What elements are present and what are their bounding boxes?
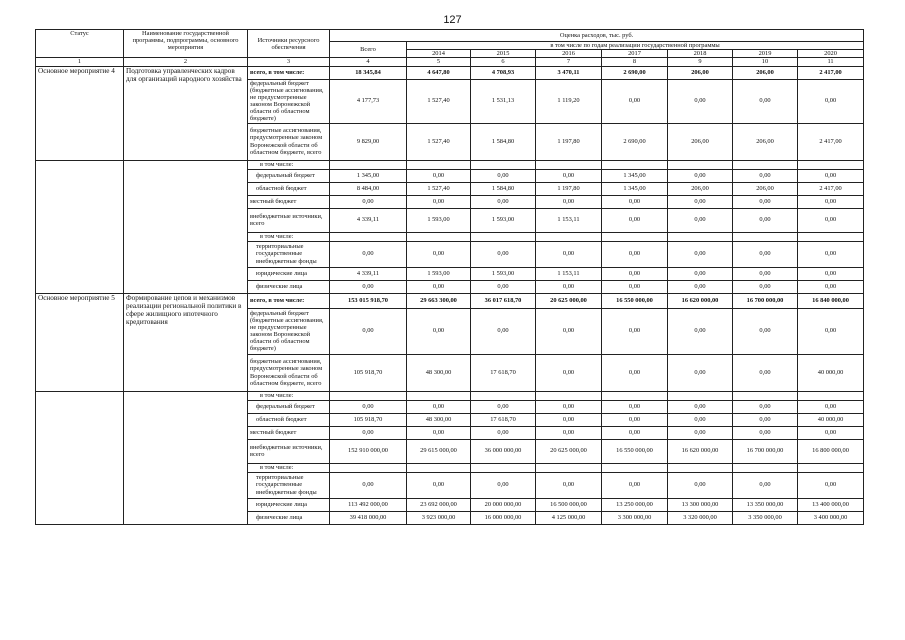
value-cell: 0,00 [733,413,798,426]
value-cell: 0,00 [602,208,668,232]
value-cell: 206,00 [668,182,733,195]
table-row [36,66,864,79]
value-cell: 0,00 [602,195,668,208]
value-cell [330,463,407,472]
value-cell: 48 300,00 [407,413,471,426]
source-label: в том числе: [248,160,330,169]
value-cell [668,391,733,400]
header-by-year: в том числе по годам реализации государственной программы [407,42,864,50]
value-cell: 2 690,00 [602,123,668,160]
column-number: 7 [536,58,602,66]
value-cell: 0,00 [471,400,536,413]
page-number: 127 [443,14,462,26]
value-cell: 0,00 [536,280,602,293]
value-cell: 105 918,70 [330,413,407,426]
value-cell: 0,00 [602,280,668,293]
table-row [36,160,864,169]
value-cell [798,160,864,169]
value-cell: 29 663 300,00 [407,293,471,308]
value-cell [668,463,733,472]
value-cell: 0,00 [536,241,602,267]
value-cell: 4 339,11 [330,267,407,280]
value-cell: 0,00 [798,426,864,439]
value-cell [536,232,602,241]
value-cell: 0,00 [471,472,536,498]
value-cell [602,391,668,400]
measure5-status: Основное мероприятие 5 [36,293,124,391]
value-cell: 1 584,80 [471,182,536,195]
value-cell: 1 153,11 [536,208,602,232]
value-cell [330,160,407,169]
value-cell: 20 000 000,00 [471,498,536,511]
value-cell: 0,00 [798,208,864,232]
value-cell: 0,00 [668,472,733,498]
value-cell: 0,00 [668,400,733,413]
source-label: местный бюджет [248,195,330,208]
value-cell: 16 620 000,00 [668,293,733,308]
value-cell [668,160,733,169]
value-cell: 1 345,00 [602,182,668,195]
value-cell: 4 339,11 [330,208,407,232]
value-cell: 0,00 [602,241,668,267]
value-cell: 0,00 [536,169,602,182]
value-cell: 0,00 [330,308,407,354]
source-label: в том числе: [248,232,330,241]
value-cell: 0,00 [471,241,536,267]
value-cell [407,463,471,472]
value-cell: 13 250 000,00 [602,498,668,511]
value-cell [536,391,602,400]
value-cell: 2 417,00 [798,123,864,160]
value-cell: 0,00 [602,413,668,426]
value-cell: 0,00 [407,400,471,413]
source-label: внебюджетные источники, всего [248,208,330,232]
column-number: 4 [330,58,407,66]
value-cell: 0,00 [733,208,798,232]
value-cell: 16 000 000,00 [471,511,536,524]
value-cell: 0,00 [798,400,864,413]
value-cell: 18 345,84 [330,66,407,79]
value-cell: 0,00 [668,426,733,439]
value-cell: 0,00 [407,308,471,354]
value-cell: 16 840 000,00 [798,293,864,308]
value-cell: 105 918,70 [330,354,407,391]
value-cell [602,160,668,169]
value-cell: 13 300 000,00 [668,498,733,511]
value-cell: 3 470,11 [536,66,602,79]
value-cell: 0,00 [330,400,407,413]
value-cell [668,232,733,241]
value-cell [330,391,407,400]
value-cell: 0,00 [536,426,602,439]
value-cell: 0,00 [733,308,798,354]
value-cell: 1 153,11 [536,267,602,280]
value-cell: 16 700 000,00 [733,293,798,308]
value-cell: 0,00 [668,195,733,208]
header-year-2015: 2015 [471,50,536,58]
source-label: областной бюджет [248,413,330,426]
value-cell: 0,00 [536,413,602,426]
source-label: физические лица [248,511,330,524]
value-cell: 0,00 [798,472,864,498]
value-cell [536,463,602,472]
value-cell [536,160,602,169]
value-cell: 206,00 [668,123,733,160]
value-cell: 1 197,80 [536,123,602,160]
column-number: 6 [471,58,536,66]
header-year-2018: 2018 [668,50,733,58]
column-number: 2 [124,58,248,66]
source-label: территориальные государственные внебюджетные фонды [248,472,330,498]
value-cell [798,391,864,400]
value-cell: 0,00 [471,280,536,293]
value-cell: 1 593,00 [471,267,536,280]
value-cell: 0,00 [330,426,407,439]
source-label: бюджетные ассигнования, предусмотренные законом Воронежской области об областном бюджете, всего [248,354,330,391]
value-cell: 113 492 000,00 [330,498,407,511]
value-cell: 16 550 000,00 [602,293,668,308]
table-row [36,293,864,308]
column-number: 9 [668,58,733,66]
source-label: всего, в том числе: [248,293,330,308]
source-label: местный бюджет [248,426,330,439]
value-cell [471,160,536,169]
value-cell: 0,00 [602,472,668,498]
source-label: федеральный бюджет [248,169,330,182]
value-cell [471,463,536,472]
value-cell: 2 690,00 [602,66,668,79]
value-cell: 4 125 000,00 [536,511,602,524]
value-cell: 16 620 000,00 [668,439,733,463]
source-label: в том числе: [248,463,330,472]
value-cell: 40 000,00 [798,413,864,426]
value-cell: 206,00 [668,66,733,79]
measure5-blank-name [124,391,248,524]
value-cell: 206,00 [733,66,798,79]
value-cell: 0,00 [407,280,471,293]
column-number: 3 [248,58,330,66]
value-cell: 13 350 000,00 [733,498,798,511]
header-sources: Источники ресурсного обеспечения [248,30,330,58]
value-cell: 3 320 000,00 [668,511,733,524]
value-cell: 16 800 000,00 [798,439,864,463]
value-cell: 206,00 [733,182,798,195]
value-cell: 0,00 [471,169,536,182]
value-cell: 206,00 [733,123,798,160]
value-cell: 1 531,13 [471,79,536,123]
measure-4-rows [36,66,864,293]
measure4-status: Основное мероприятие 4 [36,66,124,160]
value-cell: 1 593,00 [407,267,471,280]
value-cell: 0,00 [798,267,864,280]
value-cell: 1 527,40 [407,79,471,123]
value-cell: 0,00 [733,400,798,413]
value-cell: 0,00 [407,426,471,439]
value-cell [733,391,798,400]
value-cell: 1 593,00 [471,208,536,232]
source-label: юридические лица [248,267,330,280]
value-cell [733,160,798,169]
value-cell: 0,00 [407,195,471,208]
value-cell: 0,00 [668,308,733,354]
value-cell: 0,00 [536,308,602,354]
value-cell: 153 015 918,70 [330,293,407,308]
measure5-blank-status [36,391,124,524]
value-cell: 0,00 [733,195,798,208]
value-cell: 0,00 [536,472,602,498]
value-cell [602,232,668,241]
value-cell: 23 692 000,00 [407,498,471,511]
measure-5-rows [36,293,864,524]
value-cell: 0,00 [733,426,798,439]
value-cell: 36 017 618,70 [471,293,536,308]
value-cell: 0,00 [330,241,407,267]
value-cell: 0,00 [733,267,798,280]
value-cell: 0,00 [471,426,536,439]
value-cell: 2 417,00 [798,66,864,79]
value-cell: 39 418 000,00 [330,511,407,524]
value-cell: 0,00 [330,472,407,498]
value-cell: 0,00 [668,280,733,293]
value-cell: 16 550 000,00 [602,439,668,463]
value-cell: 3 923 000,00 [407,511,471,524]
measure4-blank-name [124,160,248,293]
value-cell: 0,00 [407,169,471,182]
source-label: всего, в том числе: [248,66,330,79]
value-cell: 1 527,40 [407,182,471,195]
header-estimate: Оценка расходов, тыс. руб. [330,30,864,42]
value-cell: 0,00 [471,308,536,354]
value-cell: 4 647,80 [407,66,471,79]
value-cell: 0,00 [330,195,407,208]
value-cell: 1 345,00 [602,169,668,182]
source-label: физические лица [248,280,330,293]
value-cell: 17 618,70 [471,413,536,426]
value-cell: 2 417,00 [798,182,864,195]
value-cell [407,232,471,241]
value-cell [471,232,536,241]
value-cell: 152 910 000,00 [330,439,407,463]
value-cell: 3 400 000,00 [798,511,864,524]
value-cell: 16 700 000,00 [733,439,798,463]
value-cell: 0,00 [798,308,864,354]
value-cell: 0,00 [798,241,864,267]
header-year-2020: 2020 [798,50,864,58]
header-status: Статус [36,30,124,58]
value-cell: 0,00 [602,400,668,413]
value-cell: 9 829,00 [330,123,407,160]
value-cell: 20 625 000,00 [536,439,602,463]
value-cell: 0,00 [668,267,733,280]
value-cell: 16 500 000,00 [536,498,602,511]
value-cell [733,232,798,241]
value-cell: 0,00 [733,280,798,293]
source-label: областной бюджет [248,182,330,195]
source-label: федеральный бюджет [248,400,330,413]
source-label: федеральный бюджет (бюджетные ассигнования, не предусмотренные законом Воронежской области об областном бюджете) [248,79,330,123]
measure5-name: Формирование цепов и механизмов реализации региональной политики в сфере жилищного ипотечного кредитования [124,293,248,391]
value-cell: 0,00 [798,79,864,123]
source-label: бюджетные ассигнования, предусмотренные законом Воронежской области об областном бюджете, всего [248,123,330,160]
value-cell [330,232,407,241]
value-cell: 3 300 000,00 [602,511,668,524]
header-year-2016: 2016 [536,50,602,58]
source-label: федеральный бюджет (бюджетные ассигнования, не предусмотренные законом Воронежской области об областном бюджете) [248,308,330,354]
value-cell: 17 618,70 [471,354,536,391]
value-cell [407,391,471,400]
header-year-2017: 2017 [602,50,668,58]
value-cell: 0,00 [407,472,471,498]
value-cell: 0,00 [733,169,798,182]
value-cell: 0,00 [668,413,733,426]
value-cell: 1 527,40 [407,123,471,160]
value-cell [798,232,864,241]
value-cell: 8 484,00 [330,182,407,195]
value-cell: 0,00 [536,354,602,391]
column-number: 11 [798,58,864,66]
value-cell: 0,00 [733,354,798,391]
value-cell: 0,00 [733,79,798,123]
value-cell: 0,00 [798,195,864,208]
value-cell: 0,00 [668,208,733,232]
column-number: 8 [602,58,668,66]
value-cell: 0,00 [330,280,407,293]
value-cell: 0,00 [471,195,536,208]
value-cell: 4 177,73 [330,79,407,123]
value-cell: 0,00 [602,308,668,354]
value-cell: 20 625 000,00 [536,293,602,308]
value-cell [602,463,668,472]
value-cell: 0,00 [668,241,733,267]
value-cell: 0,00 [798,280,864,293]
measure4-name: Подготовка управленческих кадров для организаций народного хозяйства [124,66,248,160]
value-cell: 0,00 [733,472,798,498]
header-year-2019: 2019 [733,50,798,58]
value-cell: 1 584,80 [471,123,536,160]
column-number: 5 [407,58,471,66]
value-cell: 4 708,93 [471,66,536,79]
budget-table [35,29,864,525]
header-year-2014: 2014 [407,50,471,58]
value-cell: 3 350 000,00 [733,511,798,524]
value-cell: 48 300,00 [407,354,471,391]
column-number: 10 [733,58,798,66]
value-cell: 29 615 000,00 [407,439,471,463]
value-cell: 1 593,00 [407,208,471,232]
value-cell [471,391,536,400]
value-cell [798,463,864,472]
source-label: внебюджетные источники, всего [248,439,330,463]
value-cell [407,160,471,169]
table-header [36,30,864,67]
value-cell: 0,00 [668,79,733,123]
source-label: территориальные государственные внебюджетные фонды [248,241,330,267]
value-cell: 0,00 [536,400,602,413]
value-cell: 40 000,00 [798,354,864,391]
value-cell: 0,00 [668,354,733,391]
value-cell: 0,00 [407,241,471,267]
value-cell: 0,00 [602,267,668,280]
value-cell: 13 400 000,00 [798,498,864,511]
value-cell: 0,00 [602,79,668,123]
value-cell [733,463,798,472]
measure4-blank-status [36,160,124,293]
value-cell: 0,00 [798,169,864,182]
header-program-name: Наименование государственной программы, подпрограммы, основного мероприятия [124,30,248,58]
value-cell: 0,00 [536,195,602,208]
value-cell: 1 345,00 [330,169,407,182]
value-cell: 1 119,20 [536,79,602,123]
source-label: в том числе: [248,391,330,400]
column-number: 1 [36,58,124,66]
source-label: юридические лица [248,498,330,511]
header-total: Всего [330,42,407,58]
value-cell: 36 000 000,00 [471,439,536,463]
value-cell: 0,00 [602,354,668,391]
value-cell: 0,00 [602,426,668,439]
value-cell: 1 197,80 [536,182,602,195]
value-cell: 0,00 [733,241,798,267]
value-cell: 0,00 [668,169,733,182]
table-row [36,391,864,400]
